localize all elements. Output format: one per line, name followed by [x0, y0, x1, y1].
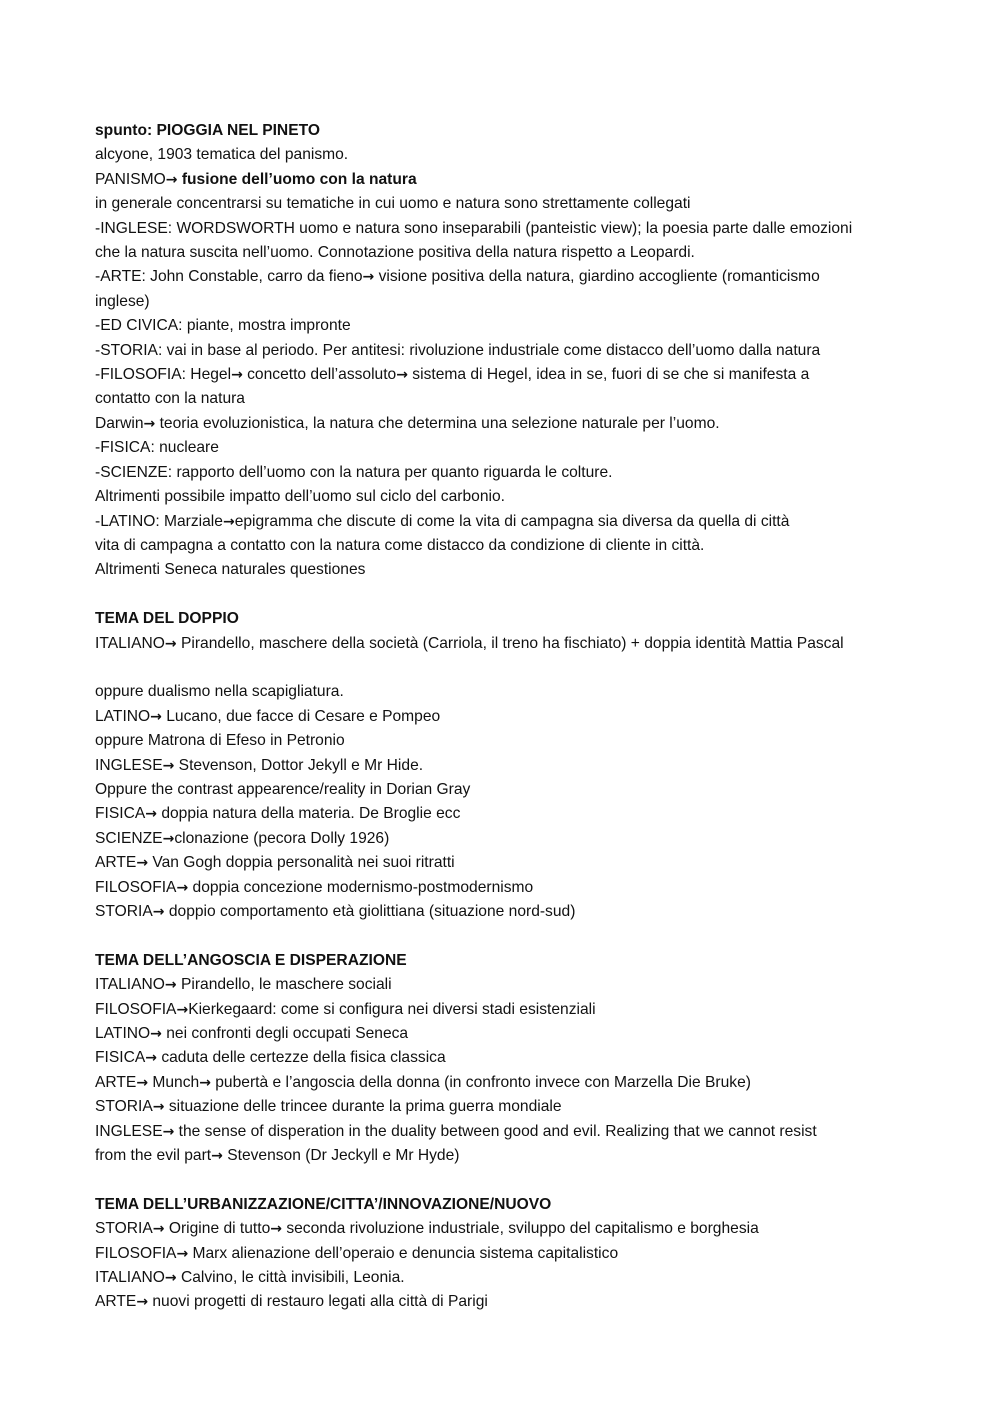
- arrow-icon: →: [211, 1148, 223, 1165]
- arrow-icon: →: [136, 855, 149, 872]
- arrow-icon: →: [176, 1001, 189, 1018]
- arrow-icon: →: [145, 806, 157, 823]
- arrow-icon: →: [152, 903, 165, 920]
- text-span: ARTE: [95, 854, 137, 872]
- text-span: Pirandello, maschere della società (Carriola, il treno ha fischiato) + doppia identità Mattia Pascal: [176, 634, 844, 652]
- text-span: ITALIANO: [95, 1269, 165, 1287]
- paragraph-gap: [95, 583, 925, 607]
- text-line: Oppure the contrast appearence/reality in Dorian Gray: [95, 780, 471, 798]
- text-span: ITALIANO: [95, 976, 165, 994]
- text-span: STORIA: [95, 1220, 153, 1238]
- text-span: epigramma che discute di come la vita di campagna sia diversa da quella di città: [234, 512, 790, 530]
- text-span: Marx alienazione dell’operaio e denuncia sistema capitalistico: [188, 1244, 619, 1262]
- text-line: -FISICA: nucleare: [95, 439, 219, 457]
- text-line: [95, 1022, 925, 1046]
- text-span: FILOSOFIA: [95, 878, 177, 896]
- text-line: [95, 265, 925, 289]
- text-line: alcyone, 1903 tematica del panismo.: [95, 146, 349, 164]
- text-span: Stevenson (Dr Jeckyll e Mr Hyde): [222, 1147, 460, 1165]
- text-span-bold: fusione dell’uomo con la natura: [181, 170, 417, 188]
- section-title-doppio: TEMA DEL DOPPIO: [95, 610, 239, 628]
- text-span: -LATINO: Marziale: [95, 512, 223, 530]
- text-span: from the evil part: [95, 1147, 212, 1165]
- text-span: -ARTE: John Constable, carro da fieno: [95, 268, 363, 286]
- text-span: nei confronti degli occupati Seneca: [161, 1024, 409, 1042]
- text-span: STORIA: [95, 1098, 153, 1116]
- text-span: doppia concezione modernismo-postmodernismo: [188, 878, 534, 896]
- text-span: Lucano, due facce di Cesare e Pompeo: [161, 707, 441, 725]
- text-line: oppure Matrona di Efeso in Petronio: [95, 732, 345, 750]
- arrow-icon: →: [164, 635, 177, 652]
- text-span: doppio comportamento età giolittiana (situazione nord-sud): [164, 902, 576, 920]
- text-span: ITALIANO: [95, 634, 165, 652]
- text-span: SCIENZE: [95, 829, 163, 847]
- text-span: clonazione (pecora Dolly 1926): [174, 829, 390, 847]
- text-span: FISICA: [95, 805, 146, 823]
- text-line: -INGLESE: WORDSWORTH uomo e natura sono inseparabili (panteistic view); la poesia parte dalle emozioni: [95, 219, 853, 237]
- text-line: [95, 754, 925, 778]
- arrow-icon: →: [165, 171, 178, 188]
- text-span: situazione delle trincee durante la prima guerra mondiale: [164, 1098, 562, 1116]
- text-line: [95, 168, 925, 192]
- text-line: [95, 851, 925, 875]
- arrow-icon: →: [199, 1074, 211, 1091]
- text-span: teoria evoluzionistica, la natura che determina una selezione naturale per l’uomo.: [155, 414, 720, 432]
- arrow-icon: →: [136, 1074, 149, 1091]
- text-line: Altrimenti possibile impatto dell’uomo sul ciclo del carbonio.: [95, 488, 505, 506]
- text-span: concetto dell’assoluto: [242, 366, 397, 384]
- text-line: [95, 900, 925, 924]
- text-line: contatto con la natura: [95, 390, 245, 408]
- arrow-icon: →: [145, 1050, 157, 1067]
- text-span: LATINO: [95, 707, 151, 725]
- arrow-icon: →: [270, 1221, 282, 1238]
- arrow-icon: →: [164, 977, 177, 994]
- paragraph-gap: [95, 1168, 925, 1192]
- text-span: caduta delle certezze della fisica classica: [157, 1049, 446, 1067]
- text-span: sistema di Hegel, idea in se, fuori di se che si manifesta a: [407, 366, 810, 384]
- text-span: the sense of disperation in the duality between good and evil. Realizing that we cannot resist: [174, 1122, 817, 1140]
- text-span: Munch: [148, 1073, 200, 1091]
- text-line: inglese): [95, 292, 150, 310]
- text-line: vita di campagna a contatto con la natura come distacco da condizione di cliente in città.: [95, 536, 705, 554]
- text-line: [95, 412, 925, 436]
- section-title-pioggia: spunto: PIOGGIA NEL PINETO: [95, 122, 320, 139]
- text-line: [95, 632, 925, 656]
- text-line: [95, 1144, 925, 1168]
- arrow-icon: →: [231, 367, 243, 384]
- arrow-icon: →: [136, 1294, 149, 1311]
- text-span: ARTE: [95, 1073, 137, 1091]
- text-line: -SCIENZE: rapporto dell’uomo con la natura per quanto riguarda le colture.: [95, 463, 613, 481]
- text-line: [95, 1217, 925, 1241]
- text-line: [95, 973, 925, 997]
- text-span: PANISMO: [95, 170, 166, 188]
- text-span: Van Gogh doppia personalità nei suoi ritratti: [148, 854, 455, 872]
- text-line: [95, 1242, 925, 1266]
- text-line: [95, 510, 925, 534]
- text-line: in generale concentrarsi su tematiche in cui uomo e natura sono strettamente collegati: [95, 195, 691, 213]
- arrow-icon: →: [164, 1270, 177, 1287]
- text-span: seconda rivoluzione industriale, sviluppo del capitalismo e borghesia: [282, 1220, 759, 1238]
- text-span: nuovi progetti di restauro legati alla città di Parigi: [148, 1293, 488, 1311]
- text-span: Darwin: [95, 414, 144, 432]
- arrow-icon: →: [362, 269, 375, 286]
- arrow-icon: →: [150, 1025, 162, 1042]
- text-span: ARTE: [95, 1293, 137, 1311]
- text-span: INGLESE: [95, 1122, 163, 1140]
- arrow-icon: →: [396, 367, 408, 384]
- text-line: [95, 1071, 925, 1095]
- text-span: doppia natura della materia. De Broglie ecc: [157, 805, 461, 823]
- document-body: [95, 119, 925, 1315]
- text-span: STORIA: [95, 902, 153, 920]
- text-line: [95, 1046, 925, 1070]
- paragraph-gap: [95, 924, 925, 948]
- arrow-icon: →: [143, 415, 156, 432]
- text-span: INGLESE: [95, 756, 163, 774]
- text-line: [95, 802, 925, 826]
- arrow-icon: →: [162, 1123, 175, 1140]
- text-line: che la natura suscita nell’uomo. Connotazione positiva della natura rispetto a Leopardi.: [95, 244, 695, 262]
- section-title-angoscia: TEMA DELL’ANGOSCIA E DISPERAZIONE: [95, 951, 407, 969]
- arrow-icon: →: [176, 879, 189, 896]
- text-span: LATINO: [95, 1024, 151, 1042]
- text-span: Stevenson, Dottor Jekyll e Mr Hide.: [174, 756, 424, 774]
- text-line: [95, 998, 925, 1022]
- text-line: [95, 705, 925, 729]
- text-line: [95, 827, 925, 851]
- arrow-icon: →: [222, 513, 235, 530]
- text-span: pubertà e l’angoscia della donna (in confronto invece con Marzella Die Bruke): [210, 1073, 751, 1091]
- text-span: Calvino, le città invisibili, Leonia.: [176, 1269, 405, 1287]
- text-span: FILOSOFIA: [95, 1244, 177, 1262]
- text-span: Kierkegaard: come si configura nei diversi stadi esistenziali: [188, 1000, 596, 1018]
- text-line: -ED CIVICA: piante, mostra impronte: [95, 317, 351, 335]
- arrow-icon: →: [152, 1221, 165, 1238]
- text-span: Pirandello, le maschere sociali: [176, 976, 392, 994]
- text-line: Altrimenti Seneca naturales questiones: [95, 561, 366, 579]
- text-span: FILOSOFIA: [95, 1000, 177, 1018]
- text-line: [95, 1266, 925, 1290]
- text-line: [95, 1095, 925, 1119]
- paragraph-gap: [95, 656, 925, 680]
- text-span: Origine di tutto: [164, 1220, 271, 1238]
- arrow-icon: →: [162, 830, 175, 847]
- text-line: [95, 1290, 925, 1314]
- text-line: [95, 876, 925, 900]
- text-line: oppure dualismo nella scapigliatura.: [95, 683, 344, 701]
- text-line: [95, 363, 925, 387]
- text-span: visione positiva della natura, giardino accogliente (romanticismo: [374, 268, 820, 286]
- section-title-urbanizzazione: TEMA DELL’URBANIZZAZIONE/CITTA’/INNOVAZIONE/NUOVO: [95, 1195, 552, 1213]
- text-span: -FILOSOFIA: Hegel: [95, 366, 232, 384]
- arrow-icon: →: [152, 1099, 165, 1116]
- arrow-icon: →: [162, 757, 175, 774]
- text-span: FISICA: [95, 1049, 146, 1067]
- arrow-icon: →: [176, 1245, 189, 1262]
- text-line: -STORIA: vai in base al periodo. Per antitesi: rivoluzione industriale come distacco dell’uomo dalla natura: [95, 341, 821, 359]
- text-line: [95, 1120, 925, 1144]
- arrow-icon: →: [150, 708, 162, 725]
